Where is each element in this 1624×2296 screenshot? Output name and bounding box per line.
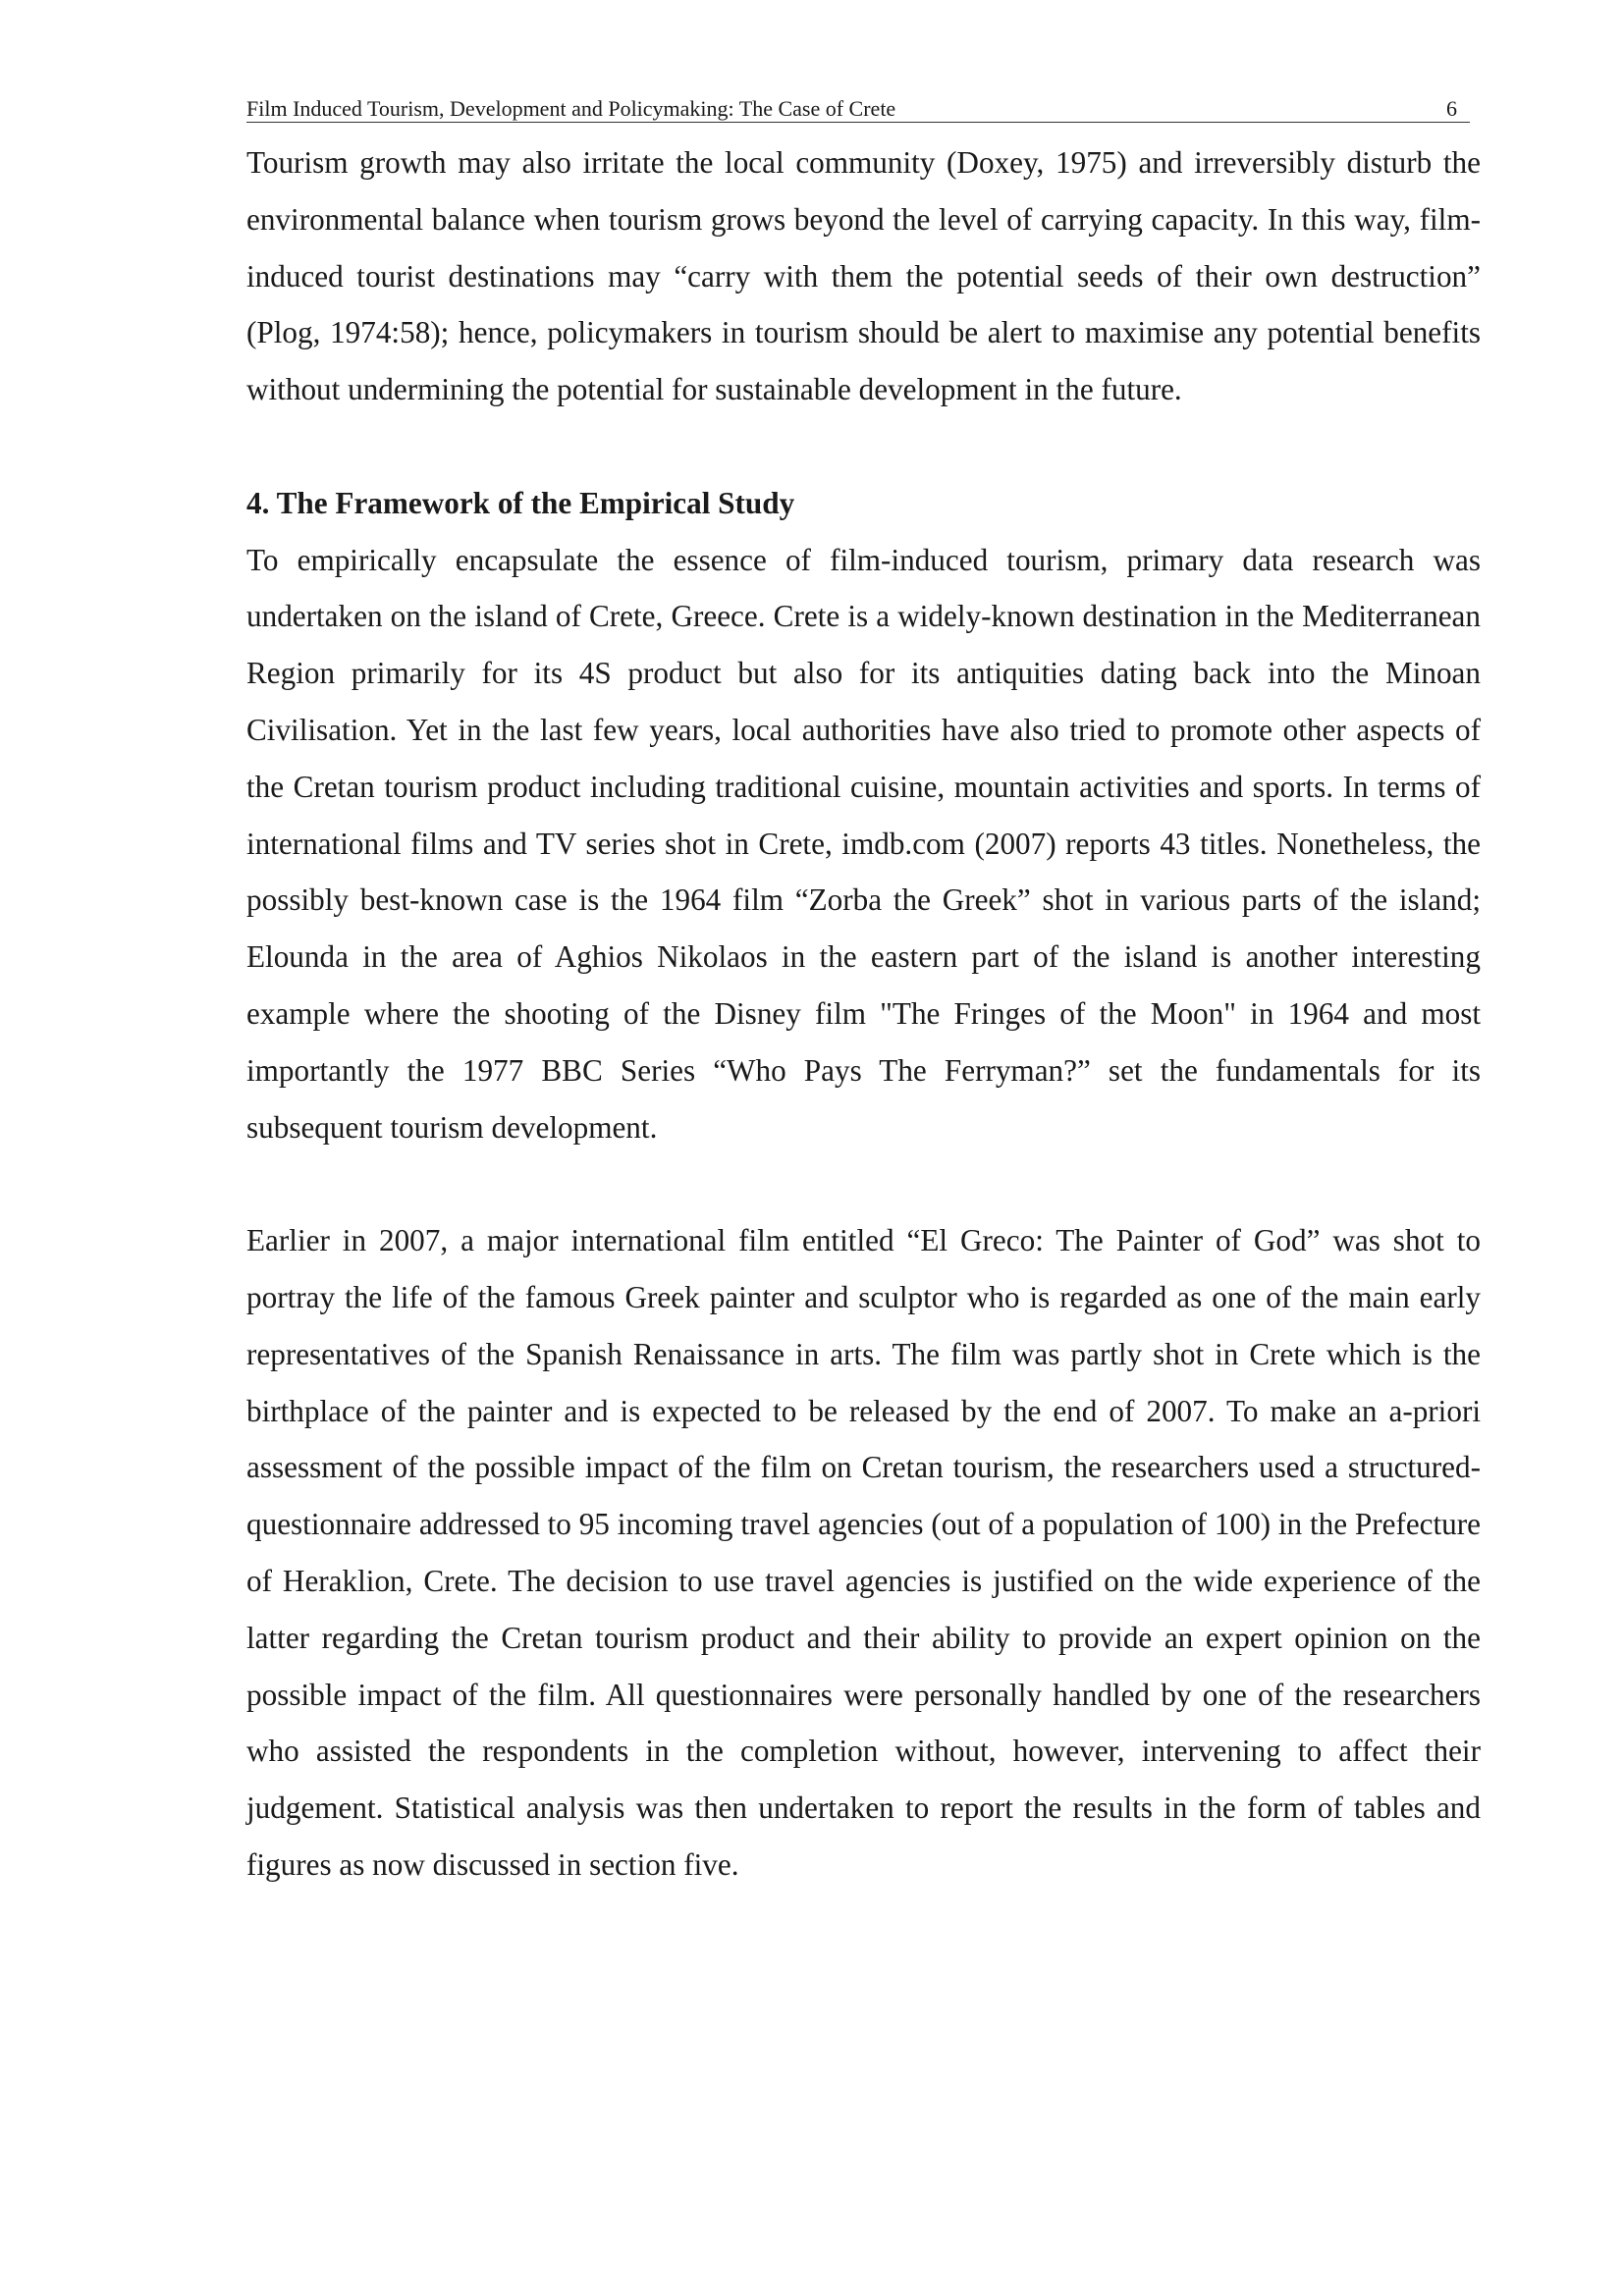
paragraph-empirical-framework: To empirically encapsulate the essence of film-induced tourism, primary data research was undertaken on the island of Crete, Greece. Crete is a widely-known destination in the Mediterranean Region primarily for its 4S product but also for its antiquities dating back into the Minoan Civilisation. Yet in the last few years, local authorities have also tried to promote other aspects of the Cretan tourism product including traditional cuisine, mountain activities and sports. In terms of international films and TV series shot in Crete, imdb.com (2007) reports 43 titles. Nonetheless, the possibly best-known case is the 1964 film “Zorba the Greek” shot in various parts of the island; Elounda in the area of Aghios Nikolaos in the eastern part of the island is another interesting example where the shooting of the Disney film "The Fringes of the Moon" in 1964 and most importantly the 1977 BBC Series “Who Pays The Ferryman?” set the fundamentals for its subsequent tourism development. <box>246 542 1481 1145</box>
running-header <box>246 96 1470 123</box>
paragraph-carrying-capacity: Tourism growth may also irritate the local community (Doxey, 1975) and irreversibly disturb the environmental balance when tourism grows beyond the level of carrying capacity. In this way, film-induced tourist destinations may “carry with them the potential seeds of their own destruction” (Plog, 1974:58); hence, policymakers in tourism should be alert to maximise any potential benefits without undermining the potential for sustainable development in the future. <box>246 145 1481 407</box>
running-header-title: Film Induced Tourism, Development and Policymaking: The Case of Crete <box>246 96 896 121</box>
section-heading: 4. The Framework of the Empirical Study <box>246 485 795 520</box>
body-text <box>246 134 1481 1894</box>
paragraph-el-greco-study: Earlier in 2007, a major international film entitled “El Greco: The Painter of God” was shot to portray the life of the famous Greek painter and sculptor who is regarded as one of the main early representatives of the Spanish Renaissance in arts. The film was partly shot in Crete which is the birthplace of the painter and is expected to be released by the end of 2007. To make an a-priori assessment of the possible impact of the film on Cretan tourism, the researchers used a structured-questionnaire addressed to 95 incoming travel agencies (out of a population of 100) in the Prefecture of Heraklion, Crete. The decision to use travel agencies is justified on the wide experience of the latter regarding the Cretan tourism product and their ability to provide an expert opinion on the possible impact of the film. All questionnaires were personally handled by one of the researchers who assisted the respondents in the completion without, however, intervening to affect their judgement. Statistical analysis was then undertaken to report the results in the form of tables and figures as now discussed in section five. <box>246 1223 1481 1882</box>
page-number: 6 <box>1446 96 1457 121</box>
